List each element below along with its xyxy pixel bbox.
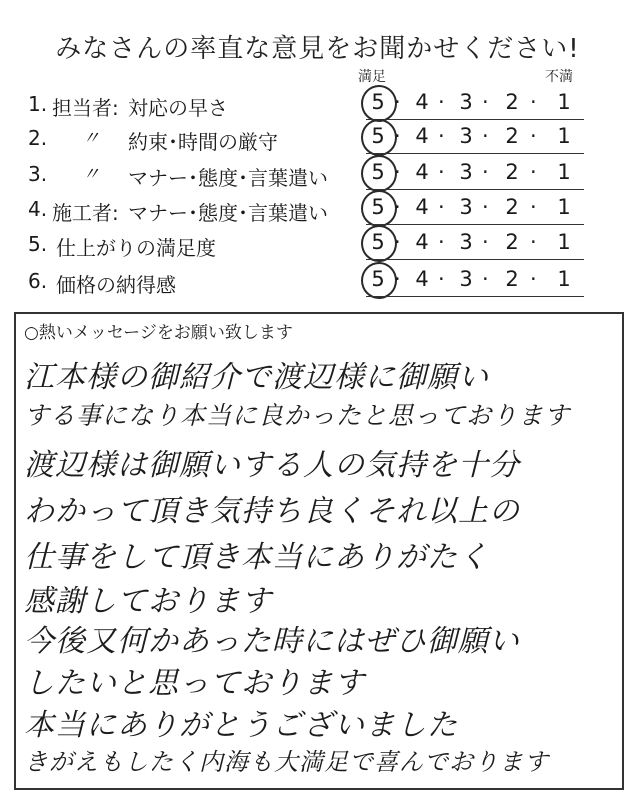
question-number: 2. <box>28 126 48 150</box>
handwritten-line: 本当にありがとうございました <box>24 708 458 743</box>
rating-option-2[interactable]: 2 <box>505 195 519 219</box>
rating-option-5-selected[interactable]: 5 <box>366 90 390 114</box>
rating-scale: 5 · 4 · 3 · 2 · 1 <box>366 160 582 188</box>
rating-option-2[interactable]: 2 <box>505 124 519 148</box>
handwritten-line: きがえもしたく内海も大満足で喜んでおります <box>24 748 549 776</box>
scale-legend-dissatisfied: 不満 <box>545 69 573 85</box>
question-number: 3. <box>28 162 48 186</box>
handwritten-line: 渡辺様は御願いする人の気持を十分 <box>24 448 520 483</box>
question-label: マナー･態度･言葉遣い <box>128 201 328 225</box>
rating-option-3[interactable]: 3 <box>459 195 473 219</box>
question-number: 5. <box>28 232 48 256</box>
rating-option-3[interactable]: 3 <box>459 267 473 291</box>
question-row <box>0 193 635 227</box>
question-row <box>0 88 635 122</box>
question-subject: 施工者: <box>52 201 119 225</box>
rating-option-3[interactable]: 3 <box>459 90 473 114</box>
scale-legend-satisfied: 満足 <box>358 69 386 85</box>
rating-option-2[interactable]: 2 <box>505 267 519 291</box>
rating-option-4[interactable]: 4 <box>415 195 429 219</box>
ditto-mark: 〃 <box>82 164 100 185</box>
question-subject: 担当者: <box>52 96 119 120</box>
question-label: 約束･時間の厳守 <box>128 130 278 154</box>
question-number: 4. <box>28 197 48 221</box>
handwritten-line: 今後又何かあった時にはぜひ御願い <box>24 624 520 659</box>
scale-underline <box>366 259 584 260</box>
rating-option-3[interactable]: 3 <box>459 230 473 254</box>
rating-option-5-selected[interactable]: 5 <box>366 160 390 184</box>
rating-scale: 5 · 4 · 3 · 2 · 1 <box>366 124 582 152</box>
question-row <box>0 158 635 192</box>
rating-option-1[interactable]: 1 <box>557 90 571 114</box>
scale-underline <box>366 296 584 297</box>
question-row <box>0 228 635 262</box>
rating-option-4[interactable]: 4 <box>415 230 429 254</box>
rating-scale: 5 · 4 · 3 · 2 · 1 <box>366 267 582 295</box>
question-row <box>0 265 635 299</box>
handwritten-line: 感謝しております <box>24 584 272 619</box>
rating-option-1[interactable]: 1 <box>557 230 571 254</box>
rating-option-2[interactable]: 2 <box>505 90 519 114</box>
rating-option-4[interactable]: 4 <box>415 160 429 184</box>
handwritten-line: 江本様の御紹介で渡辺様に御願い <box>24 360 489 395</box>
rating-option-3[interactable]: 3 <box>459 124 473 148</box>
question-number: 1. <box>28 92 48 116</box>
rating-scale: 5 · 4 · 3 · 2 · 1 <box>366 90 582 118</box>
rating-option-3[interactable]: 3 <box>459 160 473 184</box>
message-heading: ○熱いメッセージをお願い致します <box>24 323 293 343</box>
handwritten-line: したいと思っております <box>24 666 365 701</box>
rating-scale: 5 · 4 · 3 · 2 · 1 <box>366 195 582 223</box>
rating-option-1[interactable]: 1 <box>557 195 571 219</box>
rating-option-5-selected[interactable]: 5 <box>366 267 390 291</box>
handwritten-line: 仕事をして頂き本当にありがたく <box>24 540 489 575</box>
question-label: 仕上がりの満足度 <box>56 236 216 260</box>
scale-underline <box>366 189 584 190</box>
scale-underline <box>366 153 584 154</box>
question-number: 6. <box>28 269 48 293</box>
message-box <box>14 312 624 790</box>
rating-option-4[interactable]: 4 <box>415 90 429 114</box>
rating-option-2[interactable]: 2 <box>505 160 519 184</box>
rating-scale: 5 · 4 · 3 · 2 · 1 <box>366 230 582 258</box>
scale-underline <box>366 224 584 225</box>
rating-option-4[interactable]: 4 <box>415 267 429 291</box>
rating-option-4[interactable]: 4 <box>415 124 429 148</box>
rating-option-5-selected[interactable]: 5 <box>366 195 390 219</box>
handwritten-line: する事になり本当に良かったと思っております <box>24 401 571 430</box>
question-label: 価格の納得感 <box>56 273 176 297</box>
rating-option-2[interactable]: 2 <box>505 230 519 254</box>
rating-option-1[interactable]: 1 <box>557 267 571 291</box>
question-label: マナー･態度･言葉遣い <box>128 166 328 190</box>
ditto-mark: 〃 <box>82 128 100 149</box>
rating-option-1[interactable]: 1 <box>557 160 571 184</box>
handwritten-line: わかって頂き気持ち良くそれ以上の <box>24 494 520 529</box>
survey-title: みなさんの率直な意見をお聞かせください! <box>55 34 580 64</box>
question-label: 対応の早さ <box>128 96 228 120</box>
scale-underline <box>366 119 584 120</box>
rating-option-5-selected[interactable]: 5 <box>366 230 390 254</box>
question-row <box>0 122 635 156</box>
rating-option-5-selected[interactable]: 5 <box>366 124 390 148</box>
rating-option-1[interactable]: 1 <box>557 124 571 148</box>
